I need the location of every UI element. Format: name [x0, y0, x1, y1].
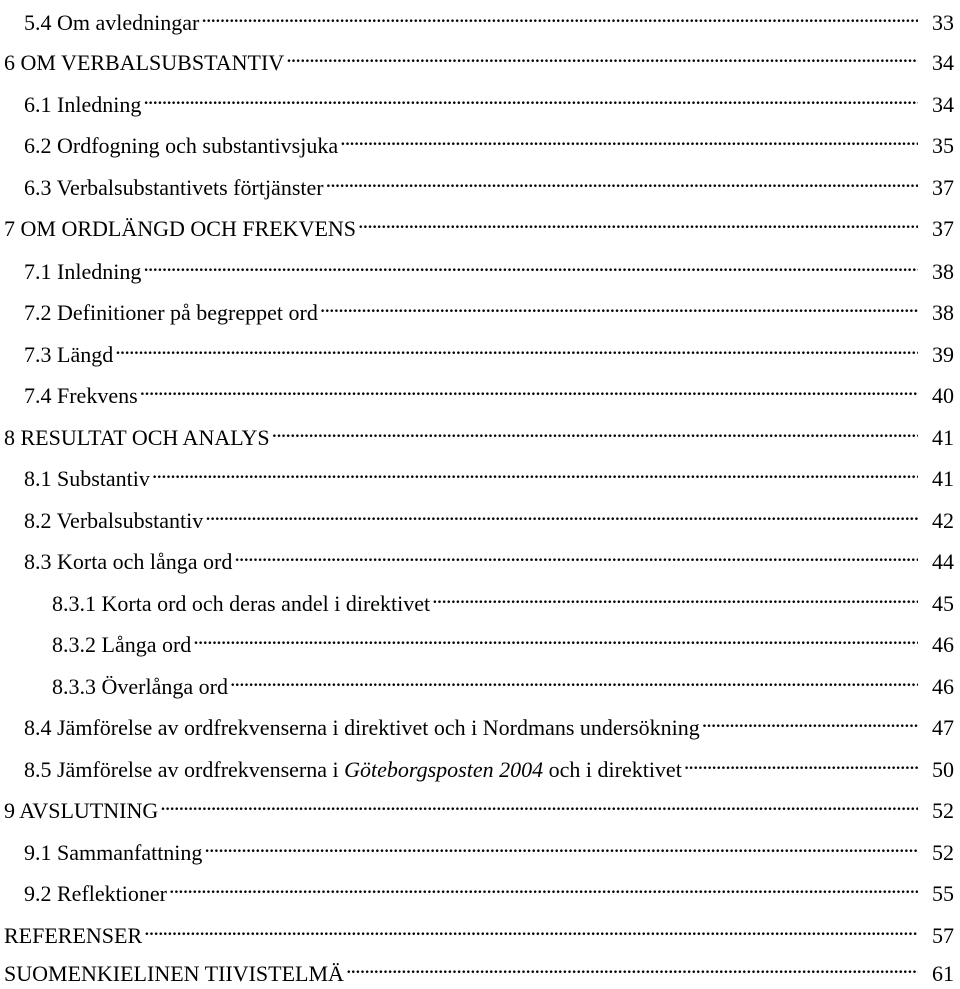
toc-entry-8-3-1[interactable]: [0, 581, 960, 616]
toc-entry-7-2[interactable]: [0, 290, 960, 325]
toc-entry-page: 46: [932, 632, 954, 657]
toc-entry-page: 41: [932, 425, 954, 450]
toc-entry-title: 8.1 Substantiv: [24, 466, 150, 491]
dot-leader: [169, 871, 918, 901]
toc-entry-page: 33: [932, 10, 954, 35]
toc-entry-title: 9.1 Sammanfattning: [24, 840, 203, 865]
toc-entry-title: 8.3.2 Långa ord: [52, 632, 192, 657]
toc-entry-title: 8.3.3 Överlånga ord: [52, 674, 228, 699]
toc-entry-title: 9.2 Reflektioner: [24, 881, 167, 906]
toc-entry-title: 5.4 Om avledningar: [24, 10, 200, 35]
dot-leader: [160, 788, 918, 818]
dot-leader: [140, 373, 918, 403]
toc-entry-9[interactable]: [0, 788, 960, 823]
dot-leader: [230, 664, 918, 694]
dot-leader: [152, 456, 918, 486]
toc-entry-title: 8.3 Korta och långa ord: [24, 549, 233, 574]
dot-leader: [115, 332, 918, 362]
toc-entry-page: 37: [932, 175, 954, 200]
toc-entry-title-italic: Göteborgsposten 2004: [344, 757, 544, 782]
toc-entry-8[interactable]: [0, 415, 960, 450]
toc-entry-7-3[interactable]: [0, 332, 960, 367]
toc-entry-page: 46: [932, 674, 954, 699]
toc-entry-referenser[interactable]: [0, 913, 960, 948]
toc-entry-title: SUOMENKIELINEN TIIVISTELMÄ: [4, 961, 344, 986]
toc-entry-8-2[interactable]: [0, 498, 960, 533]
toc-entry-page: 39: [932, 342, 954, 367]
toc-entry-9-2[interactable]: [0, 871, 960, 906]
toc-entry-page: 50: [932, 757, 954, 782]
toc-entry-title: 9 AVSLUTNING: [4, 798, 159, 823]
toc-entry-7[interactable]: [0, 206, 960, 241]
dot-leader: [702, 705, 918, 735]
dot-leader: [201, 0, 918, 30]
dot-leader: [358, 206, 918, 236]
toc-entry-page: 45: [932, 591, 954, 616]
dot-leader: [144, 913, 918, 943]
toc-entry-title: 6 OM VERBALSUBSTANTIV: [4, 50, 285, 75]
toc-entry-title: 6.3 Verbalsubstantivets förtjänster: [24, 175, 324, 200]
toc-entry-title: 7.2 Definitioner på begreppet ord: [24, 300, 318, 325]
toc-entry-page: 42: [932, 508, 954, 533]
dot-leader: [205, 498, 918, 528]
toc-entry-title: REFERENSER: [4, 923, 143, 948]
toc-entry-title: 7.4 Frekvens: [24, 383, 138, 408]
dot-leader: [193, 622, 918, 652]
toc-entry-title: 8 RESULTAT OCH ANALYS: [4, 425, 270, 450]
toc-entry-page: 47: [932, 715, 954, 740]
toc-entry-title: 8.2 Verbalsubstantiv: [24, 508, 204, 533]
dot-leader: [143, 82, 918, 112]
dot-leader: [432, 581, 918, 611]
dot-leader: [272, 415, 918, 445]
toc-entry-title: 7.3 Längd: [24, 342, 114, 367]
toc-entry-title: 7.1 Inledning: [24, 259, 142, 284]
toc-entry-8-3-2[interactable]: [0, 622, 960, 657]
toc-entry-title: 8.4 Jämförelse av ordfrekvenserna i direktivet och i Nordmans undersökning: [24, 715, 700, 740]
toc-entry-9-1[interactable]: [0, 830, 960, 865]
toc-entry-8-3-3[interactable]: [0, 664, 960, 699]
toc-entry-title: [24, 755, 682, 785]
toc-entry-page: 40: [932, 383, 954, 408]
toc-entry-6[interactable]: [0, 40, 960, 75]
toc-entry-title: 6.2 Ordfogning och substantivsjuka: [24, 133, 339, 158]
dot-leader: [346, 951, 918, 981]
toc-entry-page: 44: [932, 549, 954, 574]
toc-entry-page: 35: [932, 133, 954, 158]
toc-entry-8-5[interactable]: [0, 747, 960, 782]
dot-leader: [234, 539, 918, 569]
toc-entry-tiivistelma[interactable]: [0, 951, 960, 986]
dot-leader: [684, 747, 918, 777]
toc-entry-title: 8.3.1 Korta ord och deras andel i direktivet: [52, 591, 431, 616]
toc-entry-8-1[interactable]: [0, 456, 960, 491]
dot-leader: [143, 249, 918, 279]
toc-entry-page: 52: [932, 798, 954, 823]
toc-entry-title-start: 8.5 Jämförelse av ordfrekvenserna i: [24, 757, 345, 782]
dot-leader: [286, 40, 918, 70]
toc-entry-6-1[interactable]: [0, 82, 960, 117]
toc-entry-title: 6.1 Inledning: [24, 92, 142, 117]
toc-entry-page: 38: [932, 259, 954, 284]
toc-entry-title-end: och i direktivet: [543, 757, 682, 782]
toc-entry-7-4[interactable]: [0, 373, 960, 408]
dot-leader: [204, 830, 918, 860]
toc-entry-page: 61: [932, 961, 954, 986]
toc-entry-6-3[interactable]: [0, 165, 960, 200]
toc-entry-page: 41: [932, 466, 954, 491]
toc-entry-page: 38: [932, 300, 954, 325]
toc-entry-7-1[interactable]: [0, 249, 960, 284]
toc-entry-page: 55: [932, 881, 954, 906]
toc-entry-page: 57: [932, 923, 954, 948]
toc-entry-page: 52: [932, 840, 954, 865]
dot-leader: [326, 165, 918, 195]
toc-entry-8-3[interactable]: [0, 539, 960, 574]
toc-entry-page: 34: [932, 92, 954, 117]
toc-entry-6-2[interactable]: [0, 123, 960, 158]
toc-entry-title: 7 OM ORDLÄNGD OCH FREKVENS: [4, 216, 357, 241]
dot-leader: [340, 123, 918, 153]
toc-entry-8-4[interactable]: [0, 705, 960, 740]
toc-entry-page: 34: [932, 50, 954, 75]
toc-entry-page: 37: [932, 216, 954, 241]
toc-entry-5-4[interactable]: [0, 0, 960, 35]
dot-leader: [320, 290, 918, 320]
